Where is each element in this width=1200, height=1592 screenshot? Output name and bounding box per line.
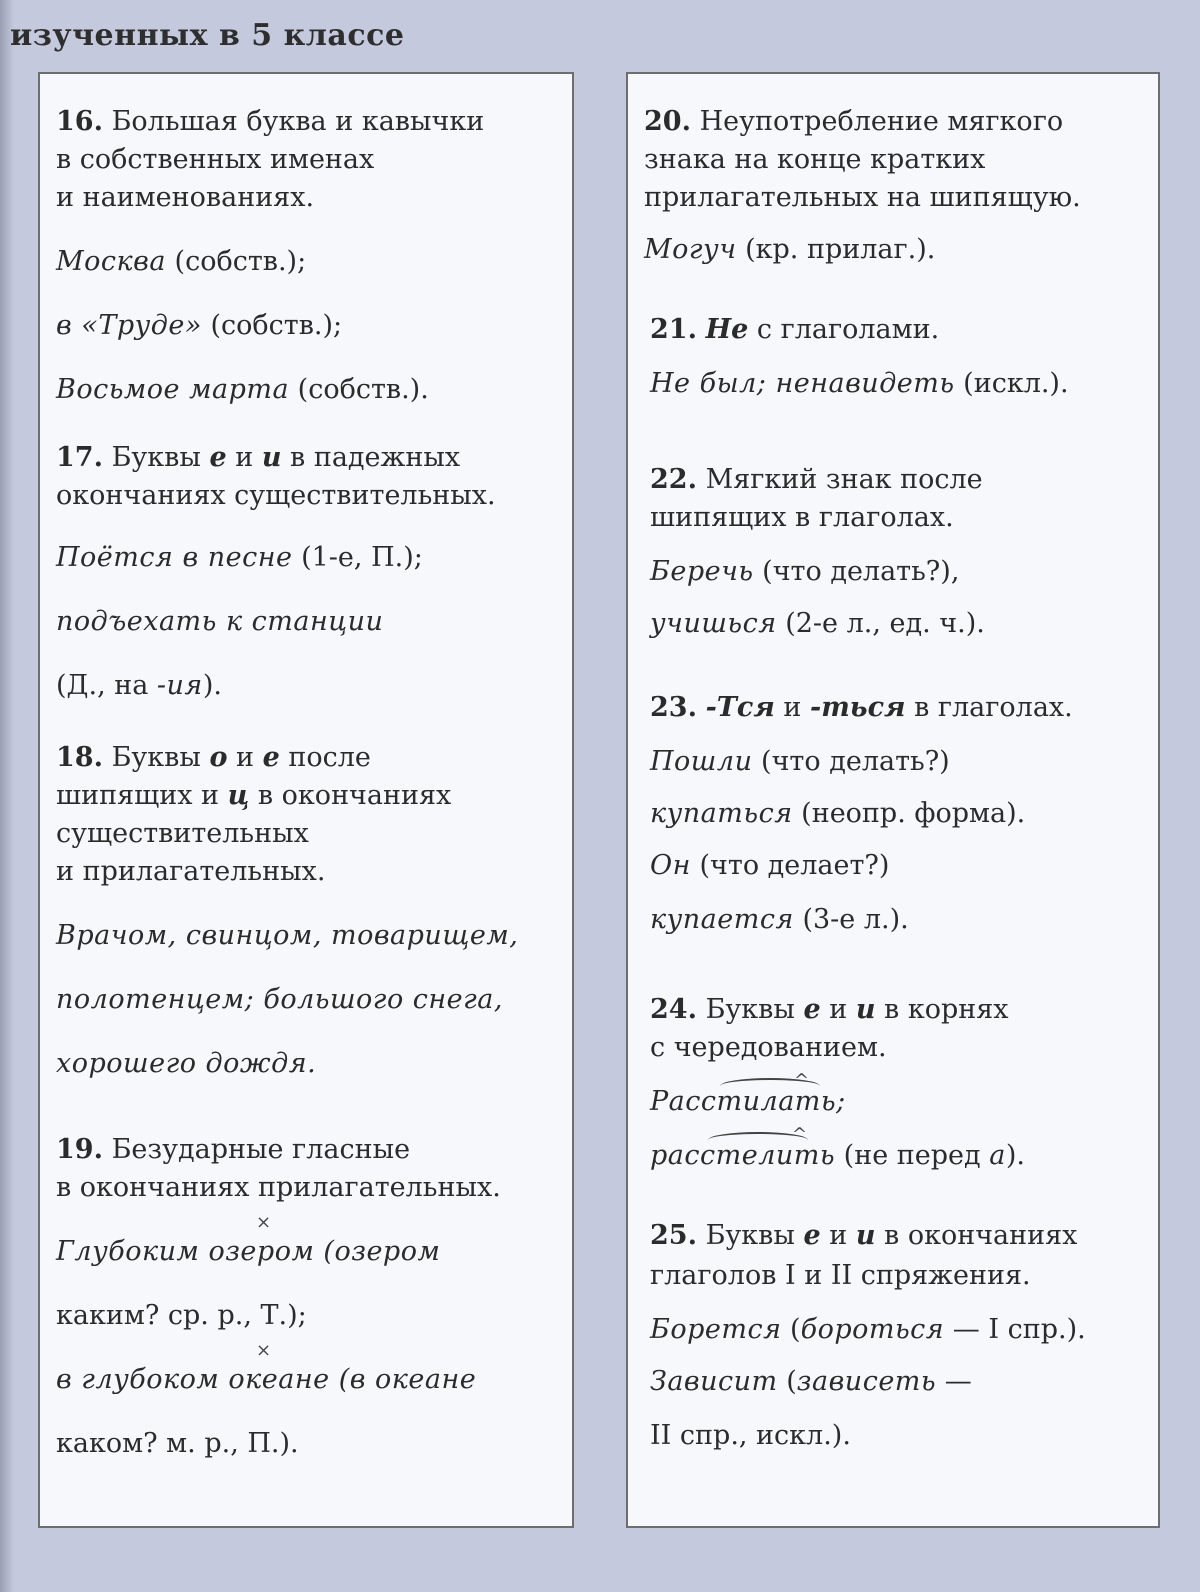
- rule-title-part: в окончаниях: [249, 780, 452, 811]
- rule-title-part: и: [227, 742, 263, 773]
- rule-18-title-line-1: [56, 742, 371, 774]
- rule-24-title-line-1: [650, 994, 1009, 1026]
- rule-title-part: и: [774, 692, 810, 723]
- letter-e: е: [262, 742, 280, 773]
- example-word: учишься: [650, 608, 777, 639]
- example-word: в «Труде»: [56, 310, 202, 341]
- rule-number: 21.: [650, 314, 697, 345]
- suffix-caret-mark: ^: [794, 1070, 810, 1091]
- rule-title-part: после: [279, 742, 371, 773]
- rule-19-title-line-2: в окончаниях прилагательных.: [56, 1172, 501, 1203]
- example-note: (что делать?),: [753, 556, 960, 587]
- rules-column-left: [38, 72, 574, 1528]
- example-word: зависеть: [796, 1366, 937, 1397]
- rule-22-title-line-1: [650, 464, 983, 496]
- rule-number: 22.: [650, 464, 697, 495]
- rule-17-title-line-2: окончаниях существительных.: [56, 480, 496, 511]
- page-edge-shadow: [0, 0, 14, 1592]
- rule-title-part: в окончаниях: [875, 1220, 1078, 1251]
- example-note: (3-е л.).: [793, 904, 909, 935]
- rule-16-title-line-2: в собственных именах: [56, 144, 375, 175]
- example-word: Не был; ненавидеть: [650, 368, 955, 399]
- rule-25-example-2: [650, 1366, 972, 1398]
- rule-title-part: Буквы: [696, 1220, 804, 1251]
- rule-21-example-1: [650, 368, 1069, 400]
- example-word: Беречь: [650, 556, 754, 587]
- rule-17-title-line-1: [56, 442, 460, 474]
- rule-title-part: в корнях: [875, 994, 1009, 1025]
- rule-number: 17.: [56, 442, 103, 473]
- example-note: (что делает?): [690, 850, 890, 881]
- rule-title: Мягкий знак после: [705, 464, 983, 495]
- rule-18-title-line-2: [56, 780, 451, 812]
- rule-23-example-1: [650, 746, 950, 778]
- example-note: (в океане: [329, 1364, 477, 1395]
- example-note: (искл.).: [954, 368, 1069, 399]
- rule-title: Безударные гласные: [111, 1134, 411, 1165]
- rule-17-example-3: [56, 670, 222, 702]
- letter-o: о: [209, 742, 228, 773]
- rule-number: 19.: [56, 1134, 103, 1165]
- letter-e: е: [209, 442, 227, 473]
- letter-i: и: [855, 994, 876, 1025]
- rule-23-example-2: [650, 798, 1025, 830]
- rule-18-example-2: полотенцем; большого снега,: [56, 984, 503, 1015]
- rule-16-example-3: [56, 374, 429, 406]
- rule-19-example-2: каким? ср. р., Т.);: [56, 1300, 307, 1331]
- rule-title-part: в глаголах.: [905, 692, 1073, 723]
- example-word: Восьмое марта: [56, 374, 290, 405]
- rule-25-title-line-1: [650, 1220, 1077, 1252]
- rule-20-title-line-3: прилагательных на шипящую.: [644, 182, 1081, 213]
- letter-i: и: [855, 1220, 876, 1251]
- example-word: бороться: [800, 1314, 945, 1345]
- example-word: расстелить: [650, 1140, 836, 1171]
- letter-e: е: [803, 1220, 821, 1251]
- ending-tsya: -Тся: [705, 692, 775, 723]
- rule-18-example-1: Врачом, свинцом, товарищем,: [56, 920, 519, 951]
- rule-title-part: Буквы: [102, 442, 210, 473]
- example-word: Он: [650, 850, 691, 881]
- rule-24-example-1: [650, 1086, 846, 1118]
- example-word: подъехать к станции: [56, 606, 384, 637]
- example-note: (1-е, П.);: [292, 542, 423, 573]
- rule-25-example-3: II спр., искл.).: [650, 1420, 851, 1451]
- rule-18-title-line-4: и прилагательных.: [56, 856, 326, 887]
- rule-16-example-1: [56, 246, 306, 278]
- rule-16-example-2: [56, 310, 342, 342]
- rule-25-example-1: [650, 1314, 1086, 1346]
- example-word: Борется: [650, 1314, 782, 1345]
- example-note: —: [936, 1366, 972, 1397]
- example-note: (собств.);: [165, 246, 307, 277]
- rule-title-part: Буквы: [102, 742, 210, 773]
- rule-16-title-line-1: [56, 106, 484, 138]
- rule-title: Неупотребление мягкого: [699, 106, 1064, 137]
- example-note: (: [781, 1314, 801, 1345]
- rules-column-right: [626, 72, 1160, 1528]
- rule-title-part: Буквы: [696, 994, 804, 1025]
- rule-21-title: [650, 314, 939, 346]
- rule-17-example-2: [56, 606, 383, 638]
- rule-22-example-1: [650, 556, 959, 588]
- rule-23-title: [650, 692, 1073, 724]
- rule-19-example-1: [56, 1236, 440, 1268]
- rule-23-example-4: [650, 904, 909, 936]
- example-note: (Д., на: [56, 670, 157, 701]
- example-note: (неопр. форма).: [792, 798, 1026, 829]
- rule-title-part: шипящих и: [56, 780, 228, 811]
- rule-20-example-1: [644, 234, 935, 266]
- rule-19-title-line-1: [56, 1134, 410, 1166]
- example-note: (собств.);: [201, 310, 343, 341]
- rule-23-example-3: [650, 850, 889, 882]
- rule-20-title-line-2: знака на конце кратких: [644, 144, 986, 175]
- rule-title-part: и: [820, 1220, 856, 1251]
- rule-17-example-1: [56, 542, 423, 574]
- letter-e: е: [803, 994, 821, 1025]
- letter-a: а: [989, 1140, 1006, 1171]
- rule-title: Большая буква и кавычки: [111, 106, 485, 137]
- rule-18-example-3: хорошего дождя.: [56, 1048, 317, 1079]
- rule-24-title-line-2: с чередованием.: [650, 1032, 887, 1063]
- example-note: (не перед: [835, 1140, 990, 1171]
- example-note: ).: [202, 670, 222, 701]
- example-word: Глубоким озером: [56, 1236, 315, 1267]
- rule-24-example-2: [650, 1140, 1025, 1172]
- rule-22-example-2: [650, 608, 985, 640]
- example-word: Зависит: [650, 1366, 778, 1397]
- stress-mark: ×: [256, 1340, 272, 1361]
- rule-22-title-line-2: шипящих в глаголах.: [650, 502, 954, 533]
- example-note: (2-е л., ед. ч.).: [776, 608, 985, 639]
- rule-20-title-line-1: [644, 106, 1063, 138]
- page-title: изученных в 5 классе: [10, 18, 405, 53]
- example-note: (озером: [314, 1236, 441, 1267]
- letter-ts: ц: [227, 780, 250, 811]
- suffix-caret-mark: ^: [792, 1124, 808, 1145]
- rule-number: 23.: [650, 692, 697, 723]
- stress-mark: ×: [256, 1212, 272, 1233]
- particle-ne: Не: [705, 314, 749, 345]
- example-word: Москва: [56, 246, 166, 277]
- rule-19-example-4: каком? м. р., П.).: [56, 1428, 299, 1459]
- rule-number: 25.: [650, 1220, 697, 1251]
- ending-tsya-soft: -ться: [809, 692, 906, 723]
- rule-title-part: и: [820, 994, 856, 1025]
- example-word: Пошли: [650, 746, 753, 777]
- rule-18-title-line-3: существительных: [56, 818, 309, 849]
- example-note: — I спр.).: [944, 1314, 1086, 1345]
- example-word: Могуч: [644, 234, 737, 265]
- example-word: в глубоком океане: [56, 1364, 330, 1395]
- example-word: купаться: [650, 798, 793, 829]
- rule-19-example-3: [56, 1364, 476, 1396]
- letter-i: и: [261, 442, 282, 473]
- rule-16-title-line-3: и наименованиях.: [56, 182, 315, 213]
- example-note: ).: [1005, 1140, 1025, 1171]
- rule-25-title-line-2: глаголов I и II спряжения.: [650, 1260, 1031, 1291]
- rule-number: 18.: [56, 742, 103, 773]
- example-note: (: [777, 1366, 797, 1397]
- rule-number: 20.: [644, 106, 691, 137]
- rule-number: 16.: [56, 106, 103, 137]
- example-word: Поётся в песне: [56, 542, 293, 573]
- rule-title-part: в падежных: [281, 442, 461, 473]
- rule-title-part: с глаголами.: [748, 314, 940, 345]
- example-note: (кр. прилаг.).: [736, 234, 936, 265]
- example-note: (что делать?): [752, 746, 950, 777]
- rule-title-part: и: [226, 442, 262, 473]
- example-word: купается: [650, 904, 794, 935]
- example-word: Расстилать;: [650, 1086, 846, 1117]
- example-ending: -ия: [156, 670, 203, 701]
- rule-number: 24.: [650, 994, 697, 1025]
- example-note: (собств.).: [289, 374, 429, 405]
